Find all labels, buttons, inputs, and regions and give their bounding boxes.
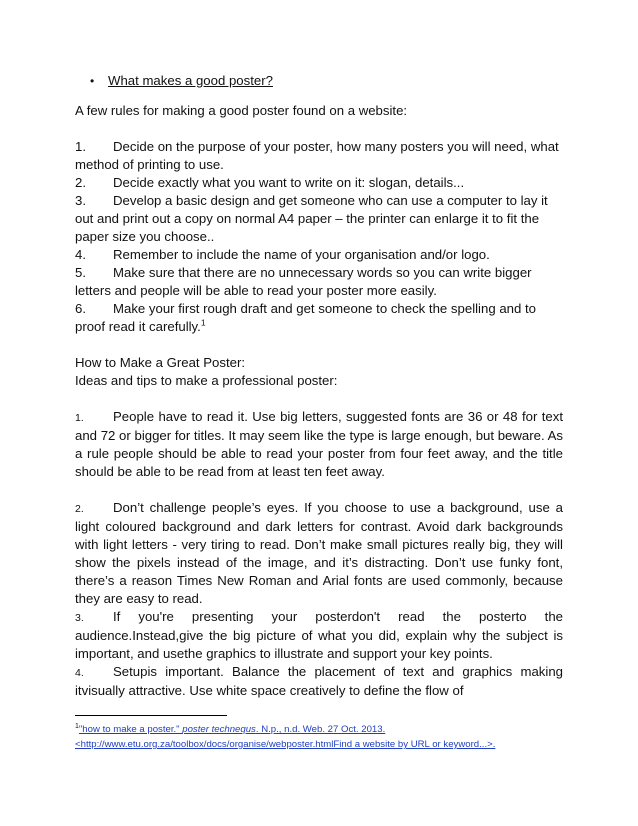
- tips-list: [75, 408, 563, 700]
- tip-item: 3. If you're presenting your posterdon't read the posterto the audience.Instead,give the big picture of what you did, explain why the subject is important, and usethe graphics to illustrate and support your key points.: [75, 609, 563, 661]
- heading-bullet: [90, 72, 563, 90]
- rule-item: 6. Make your first rough draft and get someone to check the spelling and to proof read it carefully.$^1$: [75, 301, 536, 334]
- rule-item: 1. Decide on the purpose of your poster, how many posters you will need, what method of printing to use.: [75, 139, 559, 172]
- footnote-link[interactable]: "how to make a poster." poster technequs. N.p., n.d. Web. 27 Oct. 2013.: [78, 724, 386, 735]
- footnote-separator: [75, 715, 227, 716]
- tip-item: 4. Setupis important. Balance the placement of text and graphics making itvisually attractive. Use white space creatively to define the flow of: [75, 664, 563, 698]
- rule-item: 3. Develop a basic design and get someone who can use a computer to lay it out and print out a copy on normal A4 paper – the printer can enlarge it to fit the paper size you choose..: [75, 193, 548, 244]
- rule-item: 2. Decide exactly what you want to write on it: slogan, details...: [75, 175, 465, 190]
- tip-item: 1. People have to read it. Use big letters, suggested fonts are 36 or 48 for text and 72 or bigger for titles. It may seem like the type is large enough, but beware. As a rule people should be able to read your poster from four feet away, and the title should be able to be read from at least ten feet away.: [75, 409, 563, 479]
- tip-item: 2. Don’t challenge people’s eyes. If you choose to use a background, use a light coloured background and dark letters for contrast. Avoid dark backgrounds with light letters - very tiring to read. Don’t make small pictures really big, they will show the pixels instead of the image, and it’s distracting. Don’t use funky font, there’s a reason Times New Roman and Arial fonts are used commonly, because they are easy to read.: [75, 500, 563, 606]
- footnote-reference[interactable]: 1: [200, 317, 206, 328]
- section-two-header: [75, 354, 563, 390]
- bullet-icon: •: [90, 74, 95, 88]
- rule-item: 5. Make sure that there are no unnecessary words so you can write bigger letters and people will be able to read your poster more easily.: [75, 265, 532, 298]
- footnote-mark: 1: [75, 722, 79, 730]
- section-two-title: How to Make a Great Poster:: [75, 355, 246, 370]
- rules-list: [75, 138, 563, 336]
- footnote-url: [75, 737, 575, 752]
- footnote-citation: [75, 722, 575, 737]
- footnote: [75, 722, 575, 752]
- section-heading: What makes a good poster?: [108, 73, 273, 88]
- intro-paragraph: A few rules for making a good poster found on a website:: [75, 103, 408, 118]
- section-two-subtitle: Ideas and tips to make a professional poster:: [75, 373, 338, 388]
- footnote-url-link[interactable]: <http://www.etu.org.za/toolbox/docs/organise/webposter.htmlFind a website by URL or keyword...>.: [75, 739, 496, 750]
- rule-item: 4. Remember to include the name of your organisation and/or logo.: [75, 247, 490, 262]
